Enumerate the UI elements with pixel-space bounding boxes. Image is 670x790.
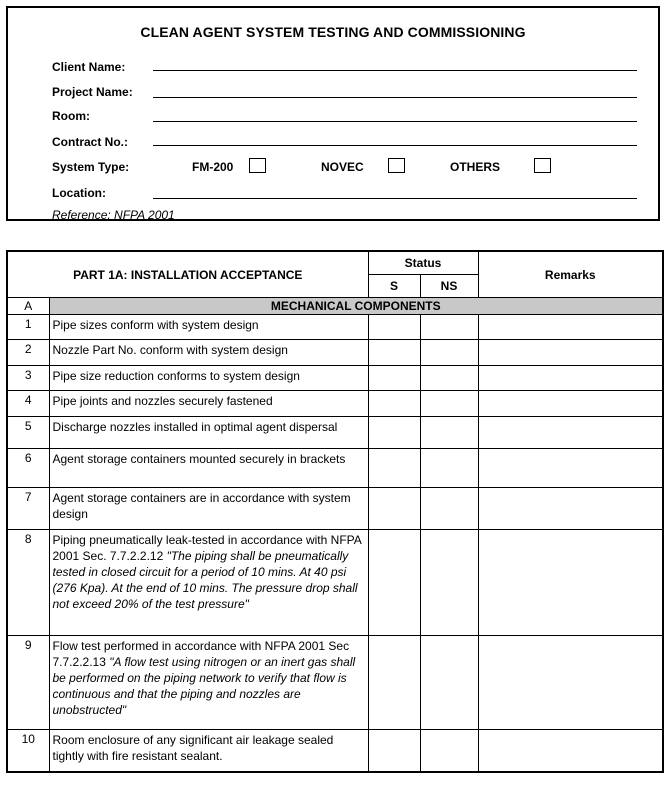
checklist-table-wrapper bbox=[6, 250, 662, 773]
section-letter: A bbox=[7, 298, 49, 315]
row-description: Agent storage containers are in accordance with system design bbox=[49, 488, 368, 530]
status-ns-cell[interactable] bbox=[420, 530, 478, 636]
form-title: CLEAN AGENT SYSTEM TESTING AND COMMISSIONING bbox=[140, 24, 526, 40]
remarks-cell[interactable] bbox=[478, 530, 663, 636]
status-s-cell[interactable] bbox=[368, 391, 420, 417]
room-field[interactable] bbox=[153, 121, 637, 122]
table-row bbox=[7, 340, 663, 366]
project-name-label: Project Name: bbox=[52, 85, 133, 99]
status-ns-cell[interactable] bbox=[420, 340, 478, 366]
status-s-cell[interactable] bbox=[368, 449, 420, 488]
status-s-cell[interactable] bbox=[368, 366, 420, 391]
others-checkbox[interactable] bbox=[534, 158, 551, 173]
status-s-cell[interactable] bbox=[368, 530, 420, 636]
contract-no-label: Contract No.: bbox=[52, 135, 128, 149]
remarks-cell[interactable] bbox=[478, 636, 663, 730]
status-ns-cell[interactable] bbox=[420, 488, 478, 530]
table-row bbox=[7, 391, 663, 417]
status-ns-cell[interactable] bbox=[420, 636, 478, 730]
status-s-cell[interactable] bbox=[368, 636, 420, 730]
status-ns-cell[interactable] bbox=[420, 366, 478, 391]
location-label: Location: bbox=[52, 186, 106, 200]
status-header: Status bbox=[368, 251, 478, 275]
row-description: Room enclosure of any significant air leakage sealed tightly with fire resistant sealant. bbox=[49, 730, 368, 772]
remarks-cell[interactable] bbox=[478, 488, 663, 530]
row-number: 5 bbox=[7, 417, 49, 449]
status-s-cell[interactable] bbox=[368, 340, 420, 366]
fm200-label: FM-200 bbox=[192, 160, 234, 174]
table-row bbox=[7, 366, 663, 391]
table-row bbox=[7, 636, 663, 730]
status-s-cell[interactable] bbox=[368, 488, 420, 530]
table-row bbox=[7, 417, 663, 449]
fm200-checkbox[interactable] bbox=[249, 158, 266, 173]
section-title: MECHANICAL COMPONENTS bbox=[49, 298, 663, 315]
contract-no-field[interactable] bbox=[153, 145, 637, 146]
remarks-cell[interactable] bbox=[478, 730, 663, 772]
checklist-table bbox=[6, 250, 664, 773]
room-label: Room: bbox=[52, 109, 90, 123]
remarks-cell[interactable] bbox=[478, 340, 663, 366]
status-ns-cell[interactable] bbox=[420, 449, 478, 488]
row-description: Pipe size reduction conforms to system design bbox=[49, 366, 368, 391]
status-s-cell[interactable] bbox=[368, 730, 420, 772]
row-number: 8 bbox=[7, 530, 49, 636]
remarks-cell[interactable] bbox=[478, 366, 663, 391]
row-description: Pipe joints and nozzles securely fastened bbox=[49, 391, 368, 417]
remarks-cell[interactable] bbox=[478, 391, 663, 417]
status-ns-cell[interactable] bbox=[420, 391, 478, 417]
remarks-cell[interactable] bbox=[478, 417, 663, 449]
table-row bbox=[7, 488, 663, 530]
row-description: Flow test performed in accordance with NFPA 2001 Sec 7.7.2.2.13 "A flow test using nitrogen or an inert gas shall be performed on the piping network to verify that flow is continuous and that the piping and nozzles are unobstructed" bbox=[49, 636, 368, 730]
remarks-header: Remarks bbox=[478, 251, 663, 298]
novec-label: NOVEC bbox=[321, 160, 364, 174]
row-description: Pipe sizes conform with system design bbox=[49, 315, 368, 340]
status-s-header: S bbox=[368, 275, 420, 298]
location-field[interactable] bbox=[153, 198, 637, 199]
system-type-label: System Type: bbox=[52, 160, 130, 174]
row-number: 10 bbox=[7, 730, 49, 772]
row-description: Discharge nozzles installed in optimal agent dispersal bbox=[49, 417, 368, 449]
client-name-field[interactable] bbox=[153, 70, 637, 71]
row-number: 3 bbox=[7, 366, 49, 391]
project-name-field[interactable] bbox=[153, 97, 637, 98]
row-number: 6 bbox=[7, 449, 49, 488]
status-ns-header: NS bbox=[420, 275, 478, 298]
row-description: Nozzle Part No. conform with system design bbox=[49, 340, 368, 366]
status-ns-cell[interactable] bbox=[420, 315, 478, 340]
row-number: 1 bbox=[7, 315, 49, 340]
remarks-cell[interactable] bbox=[478, 449, 663, 488]
row-number: 4 bbox=[7, 391, 49, 417]
row-quote: "The piping shall be pneumatically tested in closed circuit for a period of 10 mins. At 40 psi (276 Kpa). At the end of 10 mins. The pressure drop shall not exceed 20% of the test pressure" bbox=[52, 549, 358, 611]
part-title: PART 1A: INSTALLATION ACCEPTANCE bbox=[7, 251, 368, 298]
others-label: OTHERS bbox=[450, 160, 501, 174]
row-number: 2 bbox=[7, 340, 49, 366]
reference-note: Reference: NFPA 2001 bbox=[52, 208, 175, 222]
client-name-label: Client Name: bbox=[52, 60, 126, 74]
status-s-cell[interactable] bbox=[368, 315, 420, 340]
status-ns-cell[interactable] bbox=[420, 730, 478, 772]
form-header bbox=[6, 6, 660, 221]
remarks-cell[interactable] bbox=[478, 315, 663, 340]
novec-checkbox[interactable] bbox=[388, 158, 405, 173]
row-quote: "A flow test using nitrogen or an inert gas shall be performed on the piping network to verify that flow is continuous and that the piping and nozzles are unobstructed" bbox=[52, 655, 356, 717]
row-description: Agent storage containers mounted securely in brackets bbox=[49, 449, 368, 488]
table-row bbox=[7, 315, 663, 340]
table-row bbox=[7, 449, 663, 488]
status-ns-cell[interactable] bbox=[420, 417, 478, 449]
table-row bbox=[7, 730, 663, 772]
table-row bbox=[7, 530, 663, 636]
row-number: 7 bbox=[7, 488, 49, 530]
status-s-cell[interactable] bbox=[368, 417, 420, 449]
row-number: 9 bbox=[7, 636, 49, 730]
row-description: Piping pneumatically leak-tested in accordance with NFPA 2001 Sec. 7.7.2.2.12 "The piping shall be pneumatically tested in closed circuit for a period of 10 mins. At 40 psi (276 Kpa). At the end of 10 mins. The pressure drop shall not exceed 20% of the test pressure" bbox=[49, 530, 368, 636]
